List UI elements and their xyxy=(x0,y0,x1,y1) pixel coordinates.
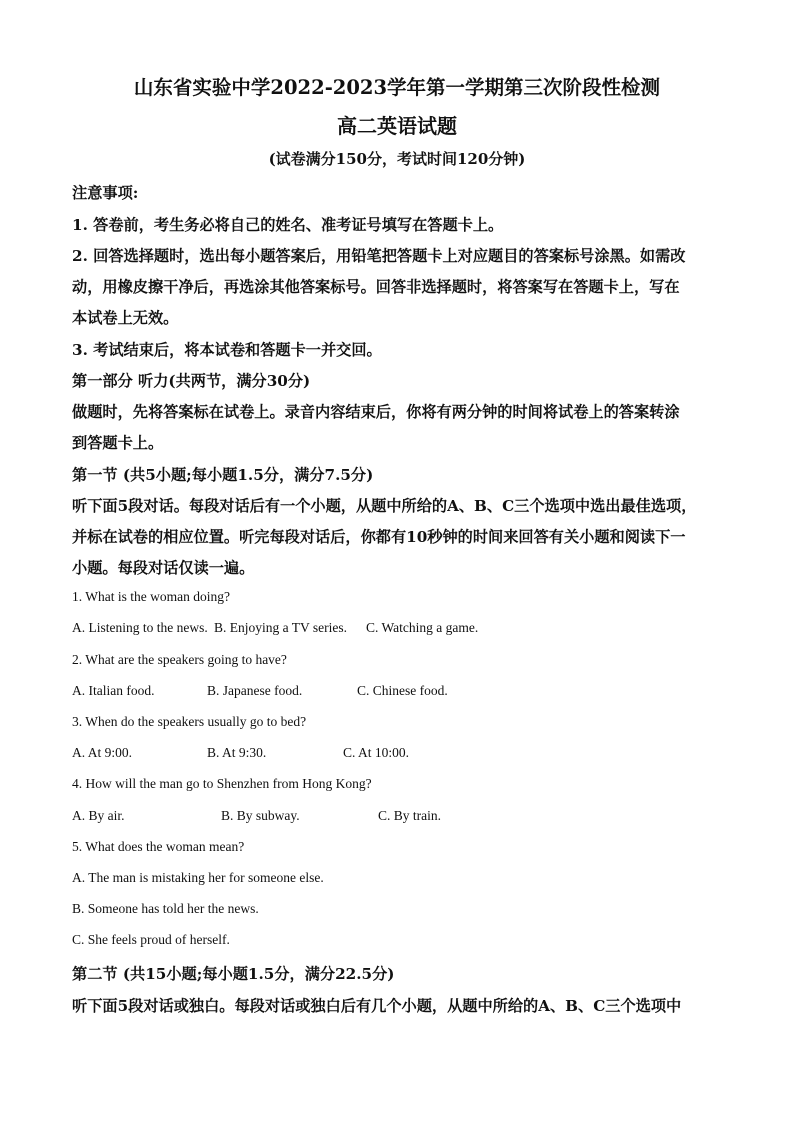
instruction-line: 1. 答卷前，考生务必将自己的姓名、准考证号填写在答题卡上。 xyxy=(72,216,504,234)
q1-option-c: C. Watching a game. xyxy=(366,620,479,635)
q4-option-c: C. By train. xyxy=(378,808,441,823)
instruction-line: 动，用橡皮擦干净后，再选涂其他答案标号。回答非选择题时，将答案写在答题卡上，写在 xyxy=(72,278,680,296)
q5-option-c: C. She feels proud of herself. xyxy=(72,932,230,947)
instructions-heading: 注意事项: xyxy=(72,184,139,202)
section1-desc: 听下面5段对话。每段对话后有一个小题，从题中所给的A、B、C三个选项中选出最佳选项， xyxy=(72,497,697,515)
q4-option-a: A. By air. xyxy=(72,808,125,823)
question-2: 2. What are the speakers going to have? xyxy=(72,652,287,667)
q2-option-c: C. Chinese food. xyxy=(357,683,448,698)
section1-desc: 并标在试卷的相应位置。听完每段对话后，你都有10秒钟的时间来回答有关小题和阅读下一 xyxy=(72,528,686,546)
question-1: 1. What is the woman doing? xyxy=(72,589,230,604)
exam-note: (试卷满分150分，考试时间120分钟) xyxy=(268,150,526,168)
q3-option-a: A. At 9:00. xyxy=(72,745,133,760)
instruction-line: 2. 回答选择题时，选出每小题答案后，用铅笔把答题卡上对应题目的答案标号涂黑。如需改 xyxy=(72,247,686,265)
q5-option-b: B. Someone has told her the news. xyxy=(72,901,259,916)
q1-option-a: A. Listening to the news. xyxy=(72,620,208,635)
section2-heading: 第二节 (共15小题;每小题1.5分，满分22.5分) xyxy=(72,965,395,983)
question-3: 3. When do the speakers usually go to bed? xyxy=(72,714,307,729)
exam-subtitle: 高二英语试题 xyxy=(337,114,457,138)
q3-option-b: B. At 9:30. xyxy=(207,745,267,760)
section1-desc: 小题。每段对话仅读一遍。 xyxy=(72,559,255,577)
part1-heading: 第一部分 听力(共两节，满分30分) xyxy=(72,372,311,390)
q2-option-a: A. Italian food. xyxy=(72,683,155,698)
q1-option-b: B. Enjoying a TV series. xyxy=(214,620,347,635)
q4-option-b: B. By subway. xyxy=(221,808,300,823)
part1-desc: 到答题卡上。 xyxy=(72,434,164,452)
q3-option-c: C. At 10:00. xyxy=(343,745,410,760)
part1-desc: 做题时，先将答案标在试卷上。录音内容结束后，你将有两分钟的时间将试卷上的答案转涂 xyxy=(72,403,680,421)
question-4: 4. How will the man go to Shenzhen from Hong Kong? xyxy=(72,776,372,791)
exam-title: 山东省实验中学2022-2023学年第一学期第三次阶段性检测 xyxy=(133,76,661,99)
instruction-line: 3. 考试结束后，将本试卷和答题卡一并交回。 xyxy=(72,341,382,359)
section2-desc: 听下面5段对话或独白。每段对话或独白后有几个小题，从题中所给的A、B、C三个选项中 xyxy=(72,997,682,1015)
section1-heading: 第一节 (共5小题;每小题1.5分，满分7.5分) xyxy=(72,466,374,484)
q2-option-b: B. Japanese food. xyxy=(207,683,303,698)
question-5: 5. What does the woman mean? xyxy=(72,839,245,854)
instruction-line: 本试卷上无效。 xyxy=(72,309,179,327)
q5-option-a: A. The man is mistaking her for someone else. xyxy=(72,870,324,885)
